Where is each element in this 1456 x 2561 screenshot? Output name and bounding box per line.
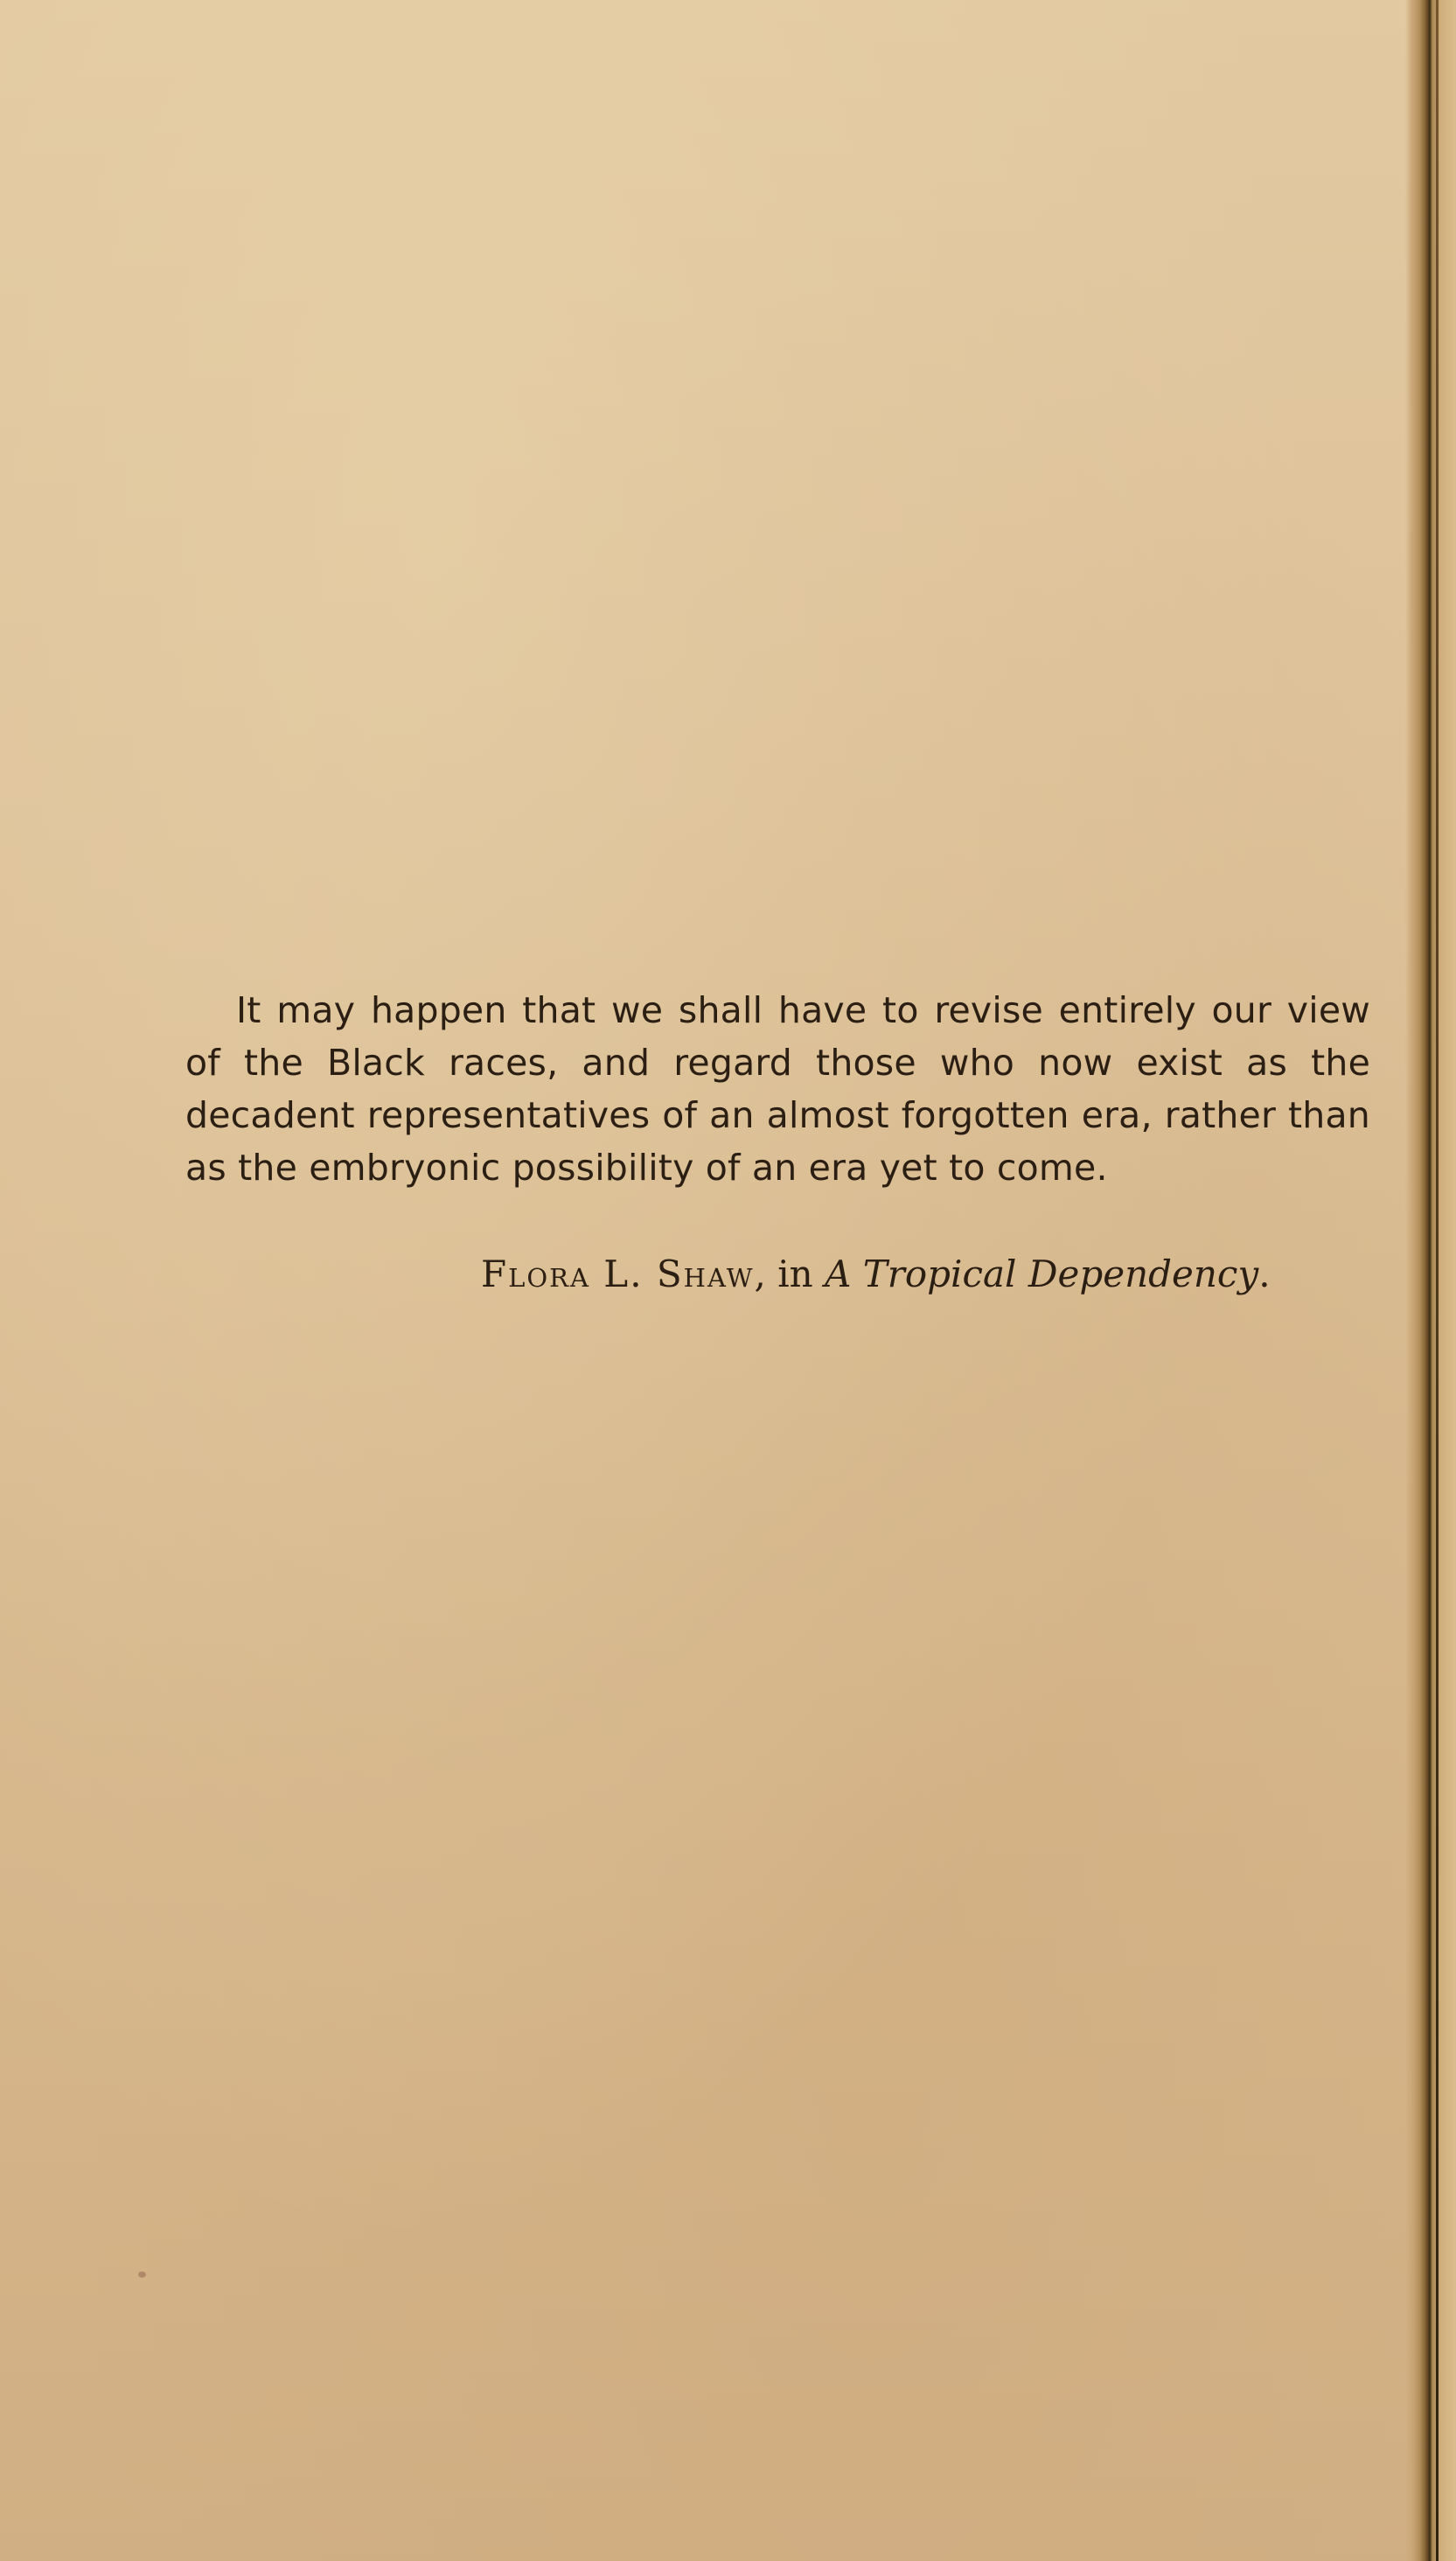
attribution-connector: , in [754, 1253, 826, 1295]
epigraph-attribution [481, 1248, 1271, 1301]
epigraph-quote: It may happen that we shall have to revise entirely our view of the Black races, and regard those who now exist as the decadent representatives of an almost forgotten era, rather than as the embryonic possibility of an era yet to come. [185, 989, 1370, 1189]
binding-edge-line [1436, 0, 1439, 2561]
attribution-source-title: A Tropical Dependency [825, 1253, 1259, 1295]
binding-gutter [1405, 0, 1456, 2561]
attribution-author: Flora L. Shaw [481, 1253, 755, 1295]
paper-speck [138, 2271, 146, 2278]
attribution-end-punctuation: . [1258, 1253, 1271, 1295]
